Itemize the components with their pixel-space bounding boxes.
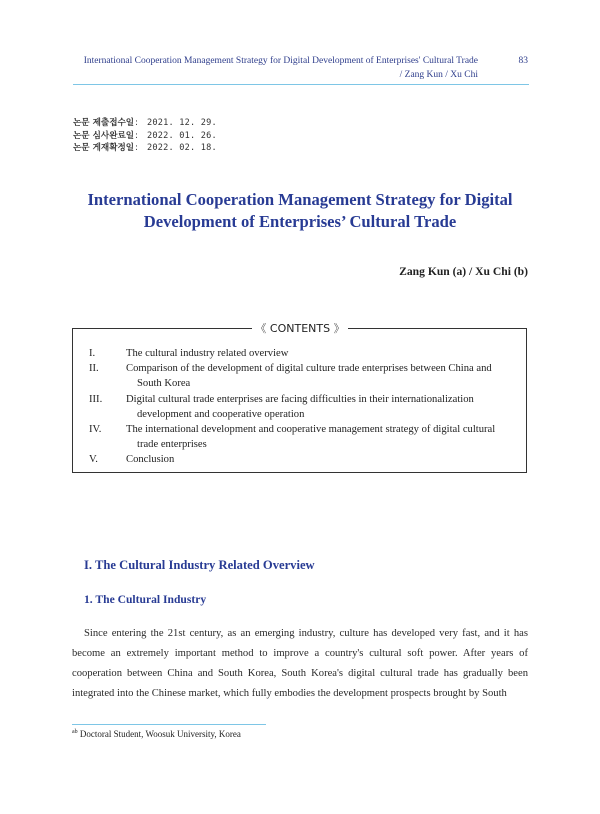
header-rule (73, 84, 529, 85)
section-heading: I. The Cultural Industry Related Overview (84, 558, 315, 572)
date-label: 논문 제출접수일 (73, 118, 135, 128)
toc-item (89, 346, 527, 361)
paper-title-line: International Cooperation Management Strategy for Digital (87, 190, 513, 209)
date-row-reviewed (73, 130, 217, 143)
footnote-rule (72, 724, 266, 725)
toc-text-continued: development and cooperative operation (137, 408, 305, 420)
footnote-text: Doctoral Student, Woosuk University, Korea (77, 729, 241, 739)
toc-item (89, 361, 527, 391)
submission-dates (73, 117, 217, 155)
footnote (72, 729, 241, 739)
page-number: 83 (518, 56, 528, 66)
paper-authors: Zang Kun (a) / Xu Chi (b) (399, 265, 528, 278)
toc-number: V. (89, 454, 98, 466)
running-header-authors: / Zang Kun / Xu Chi (399, 70, 478, 80)
running-header-title: International Cooperation Management Strategy for Digital Development of Enterprises' Cultural Trade (83, 56, 478, 66)
subsection-heading: 1. The Cultural Industry (84, 593, 207, 606)
date-row-accepted (73, 142, 217, 155)
table-of-contents (89, 346, 527, 468)
contents-heading: 《 CONTENTS 》 (252, 320, 348, 336)
toc-text-continued: South Korea (137, 378, 191, 390)
date-label: 논문 심사완료일 (73, 130, 135, 141)
toc-text: The international development and cooperative management strategy of digital cultural (126, 424, 496, 436)
toc-text: Comparison of the development of digital culture trade enterprises between China and (126, 363, 492, 375)
toc-text-continued: trade enterprises (137, 439, 207, 451)
date-value: 2021. 12. 29. (147, 118, 217, 128)
toc-number: I. (89, 348, 96, 359)
date-value: 2022. 01. 26. (147, 130, 217, 141)
toc-item (89, 422, 527, 452)
paper-title (60, 189, 540, 233)
paper-title-line: Development of Enterprises’ Cultural Trade (143, 212, 457, 231)
date-separator: : (135, 118, 138, 128)
footnote-marker: ab (72, 729, 78, 735)
toc-number: IV. (89, 424, 102, 436)
toc-number: II. (89, 363, 99, 375)
date-row-submitted (73, 117, 217, 130)
date-separator: : (135, 130, 138, 141)
toc-text: Conclusion (126, 454, 175, 466)
toc-item (89, 392, 527, 422)
date-value: 2022. 02. 18. (147, 143, 217, 153)
toc-number: III. (89, 393, 103, 405)
date-label: 논문 게재확정일 (73, 143, 135, 153)
body-paragraph: Since entering the 21st century, as an emerging industry, culture has developed very fast, and it has become an extremely important method to improve a country's cultural soft power. After years of cooperation between China and South Korea, South Korea's digital cultural trade has gradually been integrated into the Chinese market, which fully embodies the development prospects brought by South (72, 628, 528, 699)
date-separator: : (135, 143, 138, 153)
toc-text: Digital cultural trade enterprises are facing difficulties in their internationalization (126, 393, 474, 405)
toc-text: The cultural industry related overview (126, 348, 289, 359)
toc-item (89, 452, 527, 467)
